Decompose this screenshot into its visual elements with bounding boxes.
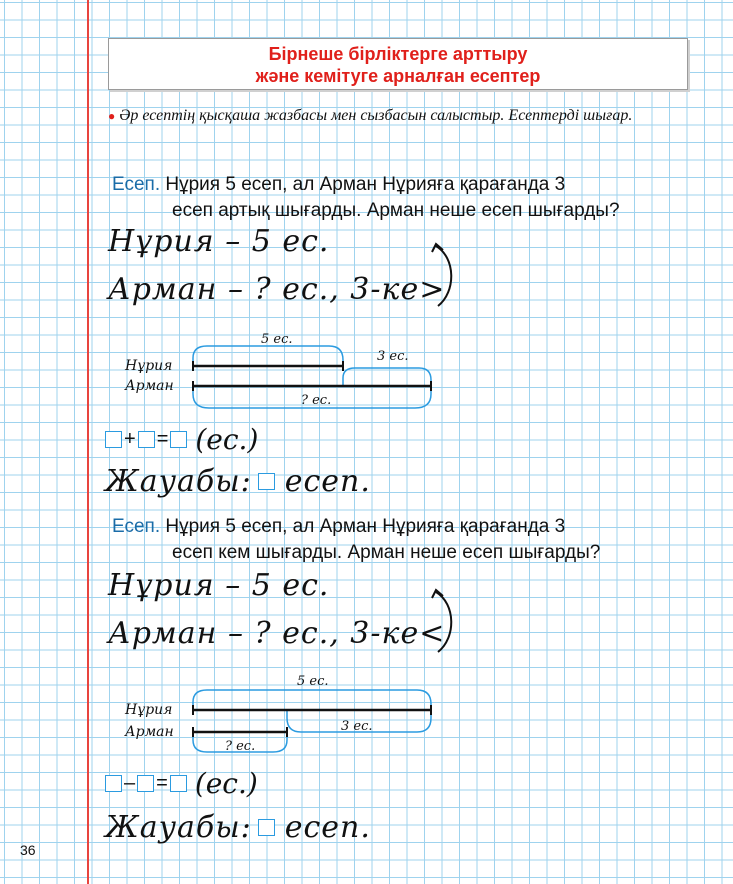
p2-name-2: Арман xyxy=(125,724,174,740)
p1-answer-box-3[interactable] xyxy=(170,431,187,448)
problem-2-equation xyxy=(105,766,258,800)
p2-bottom-label: ? ес. xyxy=(225,739,256,754)
p2-unit: (ес.) xyxy=(194,766,258,800)
page-number: 36 xyxy=(20,842,36,858)
problem-1-equation xyxy=(105,422,259,456)
p1-extra-brace xyxy=(343,368,431,386)
p1-unit: (ес.) xyxy=(195,422,259,456)
problem-2-line-1: Нұрия 5 есеп, ал Арман Нұрияға қарағанда 3 xyxy=(165,516,566,537)
p1-name-1: Нұрия xyxy=(125,358,173,374)
problem-2-label: Есеп. xyxy=(112,516,161,537)
problem-1-line-1: Нұрия 5 есеп, ал Арман Нұрияға қарағанда 3 xyxy=(165,174,566,195)
p1-answer-box-4[interactable] xyxy=(258,473,275,490)
problem-2-note-2: Арман – ? ес., 3-ке< xyxy=(108,616,446,651)
problem-1-text xyxy=(112,172,712,224)
p1-op-1: + xyxy=(124,427,136,450)
problem-1-label: Есеп. xyxy=(112,174,161,195)
p2-answer-box-2[interactable] xyxy=(137,775,154,792)
p1-op-2: = xyxy=(156,427,169,450)
p1-answer-suffix: есеп. xyxy=(284,464,371,499)
p2-name-1: Нұрия xyxy=(125,702,173,718)
p1-name-2: Арман xyxy=(125,378,174,394)
p2-answer-box-1[interactable] xyxy=(105,775,122,792)
p1-answer-prefix: Жауабы: xyxy=(105,464,252,499)
title-box xyxy=(108,38,688,90)
p2-top-brace xyxy=(193,690,431,710)
p1-answer-box-1[interactable] xyxy=(105,431,122,448)
problem-1-diagram xyxy=(115,328,435,408)
p2-answer-box-4[interactable] xyxy=(258,819,275,836)
title-line-1: Бірнеше бірліктерге арттыру xyxy=(268,44,528,64)
problem-1-line-2: есеп артық шығарды. Арман неше есеп шығарды? xyxy=(172,200,620,221)
p2-answer-box-3[interactable] xyxy=(170,775,187,792)
p2-answer-prefix: Жауабы: xyxy=(105,810,252,845)
p1-answer-box-2[interactable] xyxy=(138,431,155,448)
p1-top-brace xyxy=(193,346,343,366)
p2-op-2: = xyxy=(156,771,168,794)
p1-top-label: 5 ес. xyxy=(261,332,293,347)
problem-2-diagram xyxy=(115,672,445,762)
title-line-2: және кемітуге арналған есептер xyxy=(255,66,541,86)
p1-extra-label: 3 ес. xyxy=(377,349,409,364)
problem-2-note-1: Нұрия – 5 ес. xyxy=(108,568,330,603)
problem-2-line-2: есеп кем шығарды. Арман неше есеп шығарды? xyxy=(172,542,601,563)
p2-answer-suffix: есеп. xyxy=(284,810,371,845)
instruction-text: Әр есептің қысқаша жазбасы мен сызбасын салыстыр. Есептерді шығар. xyxy=(119,107,633,124)
problem-1-arrow-icon xyxy=(428,240,468,320)
bullet-icon: ● xyxy=(108,109,116,123)
instruction xyxy=(108,104,688,128)
p1-bottom-label: ? ес. xyxy=(301,393,332,408)
problem-1-answer xyxy=(105,464,371,499)
problem-1-note-2: Арман – ? ес., 3-ке> xyxy=(108,272,446,307)
p2-top-label: 5 ес. xyxy=(297,674,329,689)
problem-2-arrow-icon xyxy=(428,586,468,666)
problem-1-note-1: Нұрия – 5 ес. xyxy=(108,224,330,259)
p2-op-1: – xyxy=(124,771,136,794)
problem-2-answer xyxy=(105,810,371,845)
p2-extra-label: 3 ес. xyxy=(341,719,373,734)
problem-2-text xyxy=(112,514,712,566)
margin-line xyxy=(87,0,89,884)
